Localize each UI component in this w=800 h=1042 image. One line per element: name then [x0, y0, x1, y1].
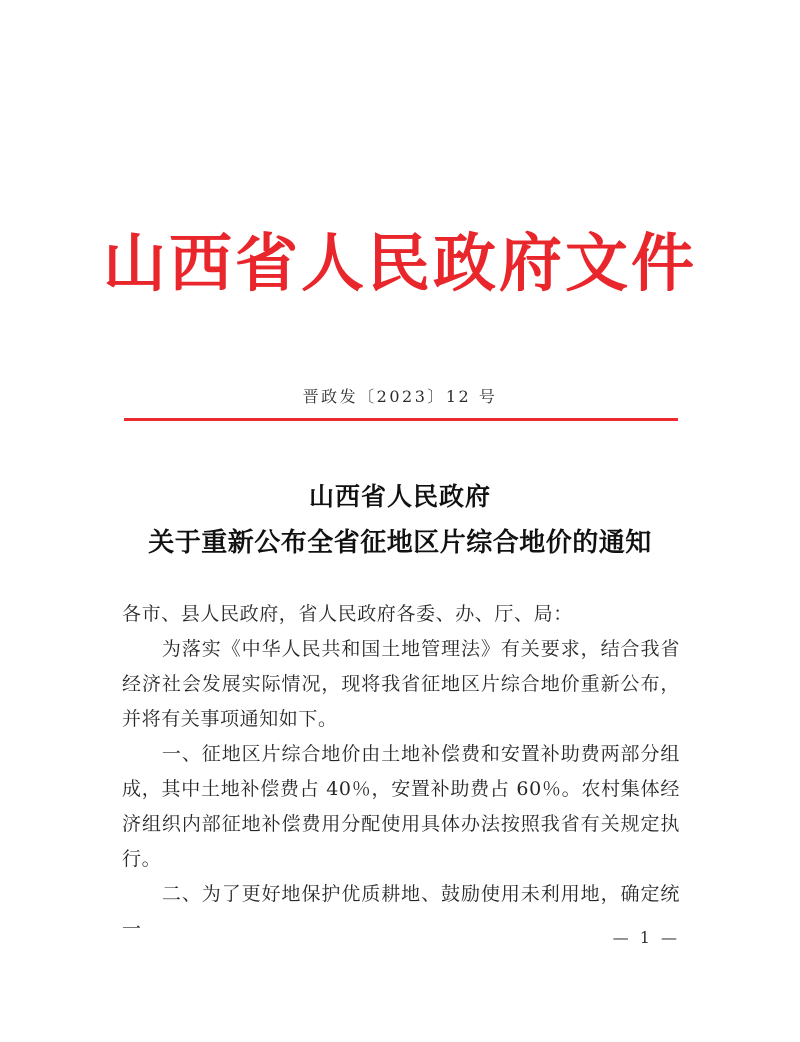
masthead — [0, 228, 800, 299]
title-block — [60, 484, 740, 556]
document-number: 晋政发〔2023〕12 号 — [302, 387, 498, 406]
body-paragraph-item-2: 二、为了更好地保护优质耕地、鼓励使用未利用地，确定统一 — [122, 883, 680, 940]
page-footer — [122, 928, 680, 947]
red-separator-rule — [124, 418, 678, 421]
body-paragraph-item-1: 一、征地区片综合地价由土地补偿费和安置补助费两部分组成，其中土地补偿费占 40％，安置补助费占 60％。农村集体经济组织内部征地补偿费用分配使用具体办法按照我省有关规定执行。 — [122, 743, 680, 870]
body-paragraph-intro: 为落实《中华人民共和国土地管理法》有关要求，结合我省经济社会发展实际情况，现将我省征地区片综合地价重新公布，并将有关事项通知如下。 — [122, 638, 680, 730]
page-number: — 1 — — [612, 928, 680, 947]
title-issuer: 山西省人民政府 — [308, 482, 491, 511]
title-subject: 关于重新公布全省征地区片综合地价的通知 — [148, 528, 652, 558]
salutation: 各市、县人民政府，省人民政府各委、办、厅、局： — [122, 603, 573, 625]
document-body — [122, 597, 680, 947]
masthead-title: 山西省人民政府文件 — [103, 226, 697, 300]
document-number-row — [0, 384, 800, 407]
